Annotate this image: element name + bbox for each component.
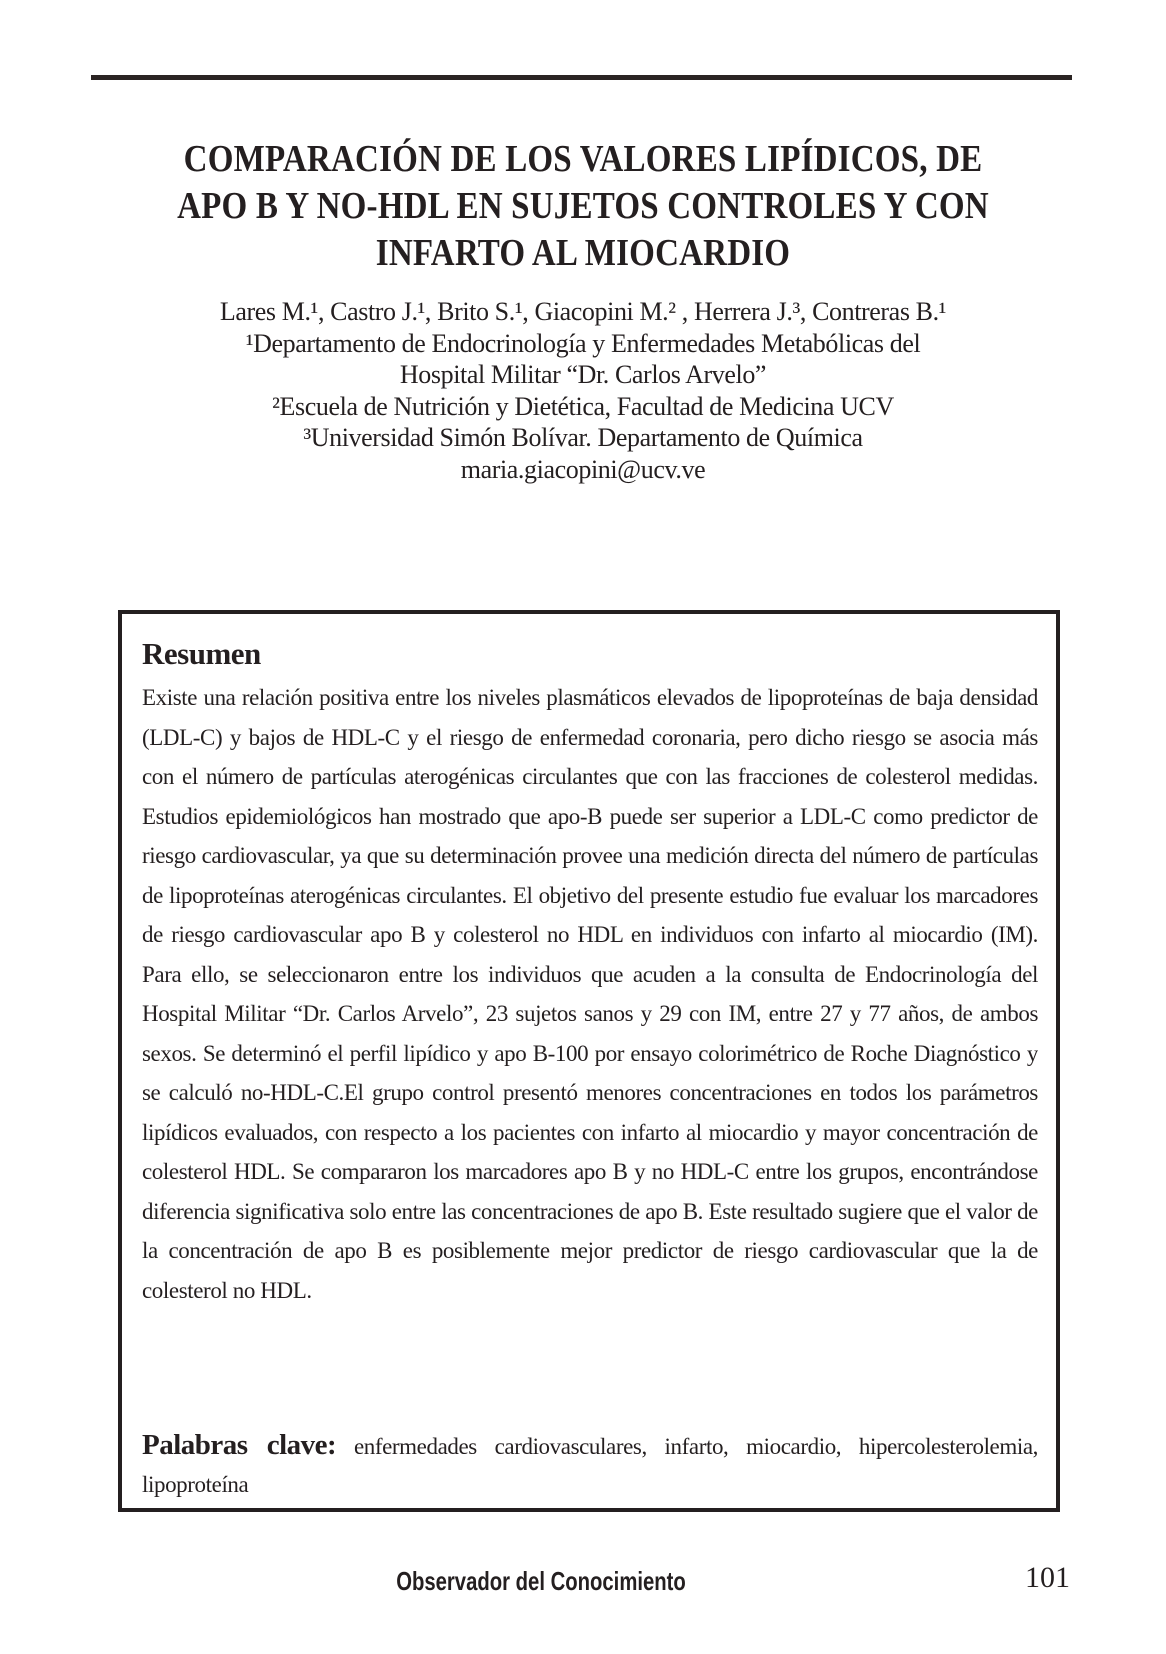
article-title-line-2: APO B Y NO-HDL EN SUJETOS CONTROLES Y CON [177,185,989,227]
article-title [76,136,1090,277]
keywords-label: Palabras clave: [142,1429,337,1461]
affiliation-line-2: Hospital Militar “Dr. Carlos Arvelo” [399,360,767,389]
byline-block [0,296,1166,485]
keywords-text: enfermedades cardiovasculares, infarto, miocardio, hipercolesterolemia, lipoproteína [142,1434,1038,1497]
article-title-line-3: INFARTO AL MIOCARDIO [375,232,791,274]
header-rule-divider [91,75,1072,80]
authors-line: Lares M.¹, Castro J.¹, Brito S.¹, Giacopini M.² , Herrera J.³, Contreras B.¹ [219,297,947,326]
article-title-line-1: COMPARACIÓN DE LOS VALORES LIPÍDICOS, DE [183,138,983,180]
affiliation-line-4: ³Universidad Simón Bolívar. Departamento de Química [303,423,863,452]
abstract-heading: Resumen [142,636,261,671]
affiliation-line-1: ¹Departamento de Endocrinología y Enfermedades Metabólicas del [245,328,921,358]
abstract-text: Existe una relación positiva entre los niveles plasmáticos elevados de lipoproteínas de baja densidad (LDL-C) y bajos de HDL-C y el riesgo de enfermedad coronaria, pero dicho riesgo se asocia más con el número de partículas aterogénicas circulantes que con las fracciones de colesterol medidas. Estudios epidemiológicos han mostrado que apo-B puede ser superior a LDL-C como predictor de riesgo cardiovascular, ya que su determinación provee una medición directa del número de partículas de lipoproteínas aterogénicas circulantes. El objetivo del presente estudio fue evaluar los marcadores de riesgo cardiovascular apo B y colesterol no HDL en individuos con infarto al miocardio (IM). Para ello, se seleccionaron entre los individuos que acuden a la consulta de Endocrinología del Hospital Militar “Dr. Carlos Arvelo”, 23 sujetos sanos y 29 con IM, entre 27 y 77 años, de ambos sexos. Se determinó el perfil lipídico y apo B-100 por ensayo colorimétrico de Roche Diagnóstico y se calculó no-HDL-C.El grupo control presentó menores concentraciones en todos los parámetros lipídicos evaluados, con respecto a los pacientes con infarto al miocardio y mayor concentración de colesterol HDL. Se compararon los marcadores apo B y no HDL-C entre los grupos, encontrándose diferencia significativa solo entre las concentraciones de apo B. Este resultado sugiere que el valor de la concentración de apo B es posiblemente mejor predictor de riesgo cardiovascular que la de colesterol no HDL. [142,685,1038,1303]
page-number: 101 [1025,1561,1070,1594]
journal-name: Observador del Conocimiento [396,1566,686,1596]
affiliation-line-3: ²Escuela de Nutrición y Dietética, Facultad de Medicina UCV [272,391,894,421]
abstract-box [118,610,1060,1512]
contact-email: maria.giacopini@ucv.ve [460,454,706,484]
keywords-line [142,1426,1038,1504]
